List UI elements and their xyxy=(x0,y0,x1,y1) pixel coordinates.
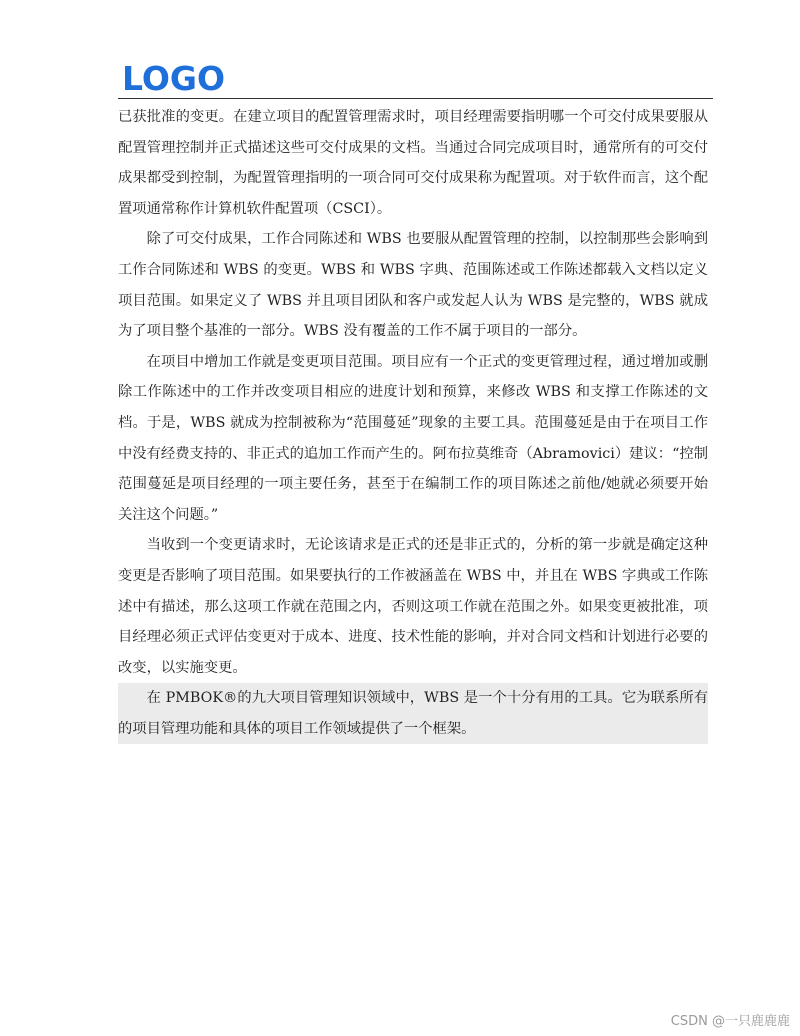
document-body xyxy=(118,102,708,744)
logo-text: LOGO xyxy=(122,60,226,96)
logo xyxy=(122,60,226,96)
paragraph-2: 除了可交付成果，工作合同陈述和 WBS 也要服从配置管理的控制，以控制那些会影响到工作合同陈述和 WBS 的变更。WBS 和 WBS 字典、范围陈述或工作陈述都载入文档以定义项目范围。如果定义了 WBS 并且项目团队和客户或发起人认为 WBS 是完整的，WBS 就成为了项目整个基准的一部分。WBS 没有覆盖的工作不属于项目的一部分。 xyxy=(118,231,708,340)
header-divider xyxy=(118,98,713,99)
paragraph-4: 当收到一个变更请求时，无论该请求是正式的还是非正式的，分析的第一步就是确定这种变更是否影响了项目范围。如果要执行的工作被涵盖在 WBS 中，并且在 WBS 字典或工作陈述中有描述，那么这项工作就在范围之内，否则这项工作就在范围之外。如果变更被批准，项目经理必须正式评估变更对于成本、进度、技术性能的影响，并对合同文档和计划进行必要的改变，以实施变更。 xyxy=(118,537,708,676)
watermark: CSDN @一只鹿鹿鹿 xyxy=(670,1014,790,1029)
paragraph-5-highlighted: 在 PMBOK®的九大项目管理知识领域中，WBS 是一个十分有用的工具。它为联系所有的项目管理功能和具体的项目工作领域提供了一个框架。 xyxy=(118,683,708,744)
paragraph-1: 已获批准的变更。在建立项目的配置管理需求时，项目经理需要指明哪一个可交付成果要服从配置管理控制并正式描述这些可交付成果的文档。当通过合同完成项目时，通常所有的可交付成果都受到控制，为配置管理指明的一项合同可交付成果称为配置项。对于软件而言，这个配置项通常称作计算机软件配置项（CSCI）。 xyxy=(118,109,708,217)
logo-graphic xyxy=(122,60,226,96)
paragraph-3: 在项目中增加工作就是变更项目范围。项目应有一个正式的变更管理过程，通过增加或删除工作陈述中的工作并改变项目相应的进度计划和预算，来修改 WBS 和支撑工作陈述的文档。于是，WBS 就成为控制被称为“范围蔓延”现象的主要工具。范围蔓延是由于在项目工作中没有经费支持的、非正式的追加工作而产生的。阿布拉莫维奇（Abramovici）建议：“控制范围蔓延是项目经理的一项主要任务，甚至于在编制工作的项目陈述之前他/她就必须要开始关注这个问题。” xyxy=(118,353,708,523)
